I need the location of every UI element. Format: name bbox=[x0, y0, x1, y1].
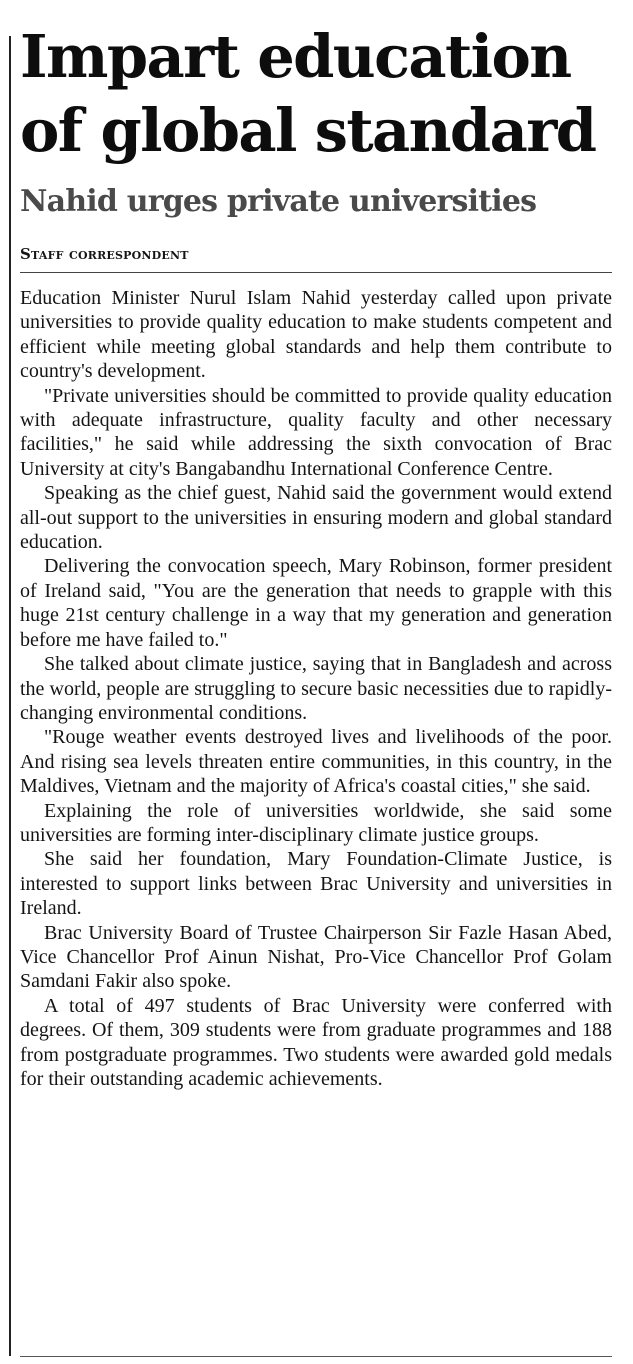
paragraph-2: "Private universities should be committed to provide quality education with adequate infrastructure, quality faculty and other necessary facilities," he said while addressing the sixth convocation of Brac University at city's Bangabandhu International Conference Centre. bbox=[20, 384, 612, 480]
article-body bbox=[20, 286, 612, 1091]
byline-divider bbox=[20, 272, 612, 273]
bottom-divider bbox=[20, 1356, 612, 1357]
paragraph-5: She talked about climate justice, saying that in Bangladesh and across the world, people are struggling to secure basic necessities due to rapidly-changing environmental conditions. bbox=[20, 653, 612, 724]
paragraph-8: She said her foundation, Mary Foundation-Climate Justice, is interested to support links between Brac University and universities in Ireland. bbox=[20, 848, 612, 920]
headline-line-1: Impart education bbox=[20, 22, 571, 91]
paragraph-6: "Rouge weather events destroyed lives and livelihoods of the poor. And rising sea levels threaten entire communities, in this country, in the Maldives, Vietnam and the majority of Africa's coastal cities," she said. bbox=[20, 726, 612, 798]
column-left-rule bbox=[9, 36, 11, 1356]
byline: Staff correspondent bbox=[20, 245, 189, 263]
paragraph-7: Explaining the role of universities worldwide, she said some universities are forming inter-disciplinary climate justice groups. bbox=[20, 799, 612, 846]
subheadline: Nahid urges private universities bbox=[20, 184, 537, 219]
news-article bbox=[20, 20, 612, 1091]
headline-line-2: of global standard bbox=[20, 96, 596, 165]
paragraph-9: Brac University Board of Trustee Chairperson Sir Fazle Hasan Abed, Vice Chancellor Prof Ainun Nishat, Pro-Vice Chancellor Prof Golam Samdani Fakir also spoke. bbox=[20, 921, 612, 993]
paragraph-3: Speaking as the chief guest, Nahid said the government would extend all-out support to the universities in ensuring modern and global standard education. bbox=[20, 482, 612, 554]
paragraph-10: A total of 497 students of Brac University were conferred with degrees. Of them, 309 students were from graduate programmes and 188 from postgraduate programmes. Two students were awarded gold medals for their outstanding academic achievements. bbox=[20, 994, 612, 1090]
paragraph-1: Education Minister Nurul Islam Nahid yesterday called upon private universities to provide quality education to make students competent and efficient while meeting global standards and help them contribute to country's development. bbox=[20, 287, 612, 383]
paragraph-4: Delivering the convocation speech, Mary Robinson, former president of Ireland said, "You are the generation that needs to grapple with this huge 21st century challenge in a way that my generation and generation before me have failed to." bbox=[20, 555, 612, 651]
headline bbox=[20, 20, 612, 168]
